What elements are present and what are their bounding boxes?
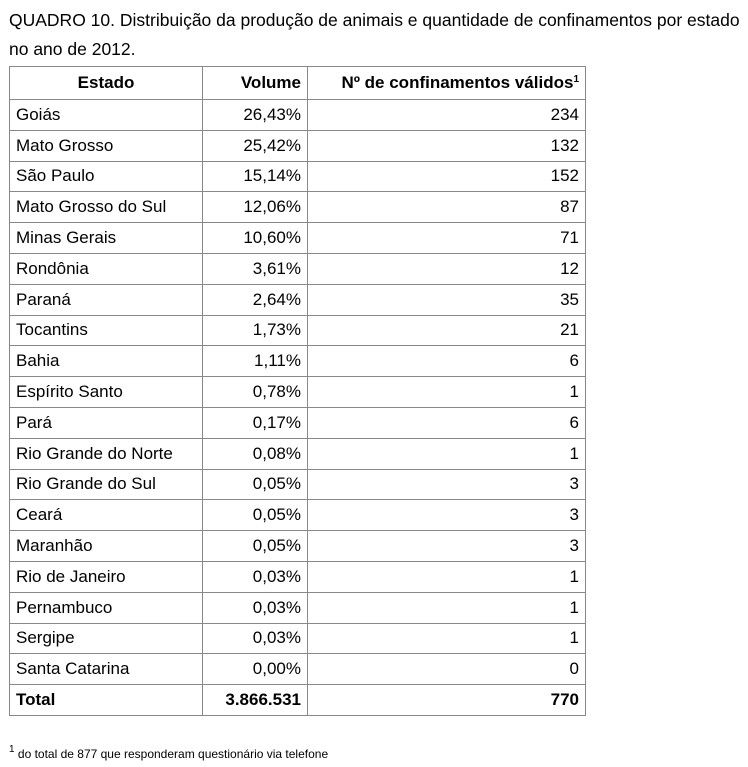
cell-estado: Rio de Janeiro bbox=[10, 561, 203, 592]
cell-confinamentos: 0 bbox=[308, 654, 586, 685]
cell-estado: Rondônia bbox=[10, 253, 203, 284]
table-row bbox=[10, 561, 586, 592]
table-row bbox=[10, 592, 586, 623]
state-production-table bbox=[9, 66, 586, 716]
table-row bbox=[10, 654, 586, 685]
cell-confinamentos: 6 bbox=[308, 346, 586, 377]
cell-estado: Sergipe bbox=[10, 623, 203, 654]
cell-confinamentos: 1 bbox=[308, 623, 586, 654]
cell-volume: 1,11% bbox=[203, 346, 308, 377]
cell-confinamentos: 770 bbox=[308, 685, 586, 716]
cell-estado: Minas Gerais bbox=[10, 223, 203, 254]
cell-estado: Espírito Santo bbox=[10, 377, 203, 408]
table-row bbox=[10, 623, 586, 654]
footnote-mark: 1 bbox=[573, 74, 579, 85]
table-row bbox=[10, 438, 586, 469]
cell-volume: 0,03% bbox=[203, 623, 308, 654]
cell-estado: Goiás bbox=[10, 100, 203, 131]
cell-confinamentos: 234 bbox=[308, 100, 586, 131]
cell-estado: Tocantins bbox=[10, 315, 203, 346]
cell-volume: 12,06% bbox=[203, 192, 308, 223]
cell-volume: 3.866.531 bbox=[203, 685, 308, 716]
cell-confinamentos: 3 bbox=[308, 469, 586, 500]
cell-confinamentos: 71 bbox=[308, 223, 586, 254]
cell-volume: 2,64% bbox=[203, 284, 308, 315]
cell-confinamentos: 152 bbox=[308, 161, 586, 192]
cell-estado: Total bbox=[10, 685, 203, 716]
cell-confinamentos: 35 bbox=[308, 284, 586, 315]
cell-volume: 0,05% bbox=[203, 469, 308, 500]
table-row bbox=[10, 100, 586, 131]
footnote-text: do total de 877 que responderam questionário via telefone bbox=[14, 747, 329, 761]
table-row bbox=[10, 377, 586, 408]
table-row bbox=[10, 407, 586, 438]
cell-estado: Rio Grande do Sul bbox=[10, 469, 203, 500]
header-estado: Estado bbox=[10, 67, 203, 100]
total-row bbox=[10, 685, 586, 716]
cell-confinamentos: 87 bbox=[308, 192, 586, 223]
cell-volume: 15,14% bbox=[203, 161, 308, 192]
table-row bbox=[10, 161, 586, 192]
cell-estado: Paraná bbox=[10, 284, 203, 315]
cell-confinamentos: 1 bbox=[308, 377, 586, 408]
table-row bbox=[10, 284, 586, 315]
table-row bbox=[10, 192, 586, 223]
cell-estado: Maranhão bbox=[10, 531, 203, 562]
header-confinamentos bbox=[308, 67, 586, 100]
header-confinamentos-label: Nº de confinamentos válidos bbox=[341, 73, 574, 92]
cell-estado: Mato Grosso do Sul bbox=[10, 192, 203, 223]
cell-confinamentos: 1 bbox=[308, 438, 586, 469]
cell-volume: 0,03% bbox=[203, 592, 308, 623]
cell-volume: 0,17% bbox=[203, 407, 308, 438]
table-header-row bbox=[10, 67, 586, 100]
table-row bbox=[10, 500, 586, 531]
footnote-mark: 1 bbox=[9, 744, 15, 755]
header-volume: Volume bbox=[203, 67, 308, 100]
cell-confinamentos: 6 bbox=[308, 407, 586, 438]
cell-volume: 0,05% bbox=[203, 531, 308, 562]
table-row bbox=[10, 130, 586, 161]
cell-confinamentos: 21 bbox=[308, 315, 586, 346]
cell-estado: Bahia bbox=[10, 346, 203, 377]
table-row bbox=[10, 223, 586, 254]
cell-estado: Pernambuco bbox=[10, 592, 203, 623]
cell-confinamentos: 1 bbox=[308, 592, 586, 623]
cell-volume: 25,42% bbox=[203, 130, 308, 161]
cell-volume: 26,43% bbox=[203, 100, 308, 131]
cell-volume: 0,78% bbox=[203, 377, 308, 408]
cell-estado: Santa Catarina bbox=[10, 654, 203, 685]
cell-estado: Ceará bbox=[10, 500, 203, 531]
cell-confinamentos: 12 bbox=[308, 253, 586, 284]
cell-volume: 1,73% bbox=[203, 315, 308, 346]
cell-confinamentos: 3 bbox=[308, 531, 586, 562]
table-caption: QUADRO 10. Distribuição da produção de animais e quantidade de confinamentos por estado no ano de 2012. bbox=[9, 10, 740, 59]
footnote bbox=[9, 744, 328, 761]
cell-confinamentos: 1 bbox=[308, 561, 586, 592]
cell-volume: 0,05% bbox=[203, 500, 308, 531]
cell-estado: Pará bbox=[10, 407, 203, 438]
table-row bbox=[10, 253, 586, 284]
cell-volume: 0,08% bbox=[203, 438, 308, 469]
cell-volume: 0,00% bbox=[203, 654, 308, 685]
cell-estado: Mato Grosso bbox=[10, 130, 203, 161]
cell-volume: 10,60% bbox=[203, 223, 308, 254]
cell-confinamentos: 3 bbox=[308, 500, 586, 531]
table-row bbox=[10, 315, 586, 346]
cell-volume: 3,61% bbox=[203, 253, 308, 284]
table-row bbox=[10, 346, 586, 377]
cell-confinamentos: 132 bbox=[308, 130, 586, 161]
cell-estado: Rio Grande do Norte bbox=[10, 438, 203, 469]
table-row bbox=[10, 469, 586, 500]
cell-volume: 0,03% bbox=[203, 561, 308, 592]
table-row bbox=[10, 531, 586, 562]
cell-estado: São Paulo bbox=[10, 161, 203, 192]
